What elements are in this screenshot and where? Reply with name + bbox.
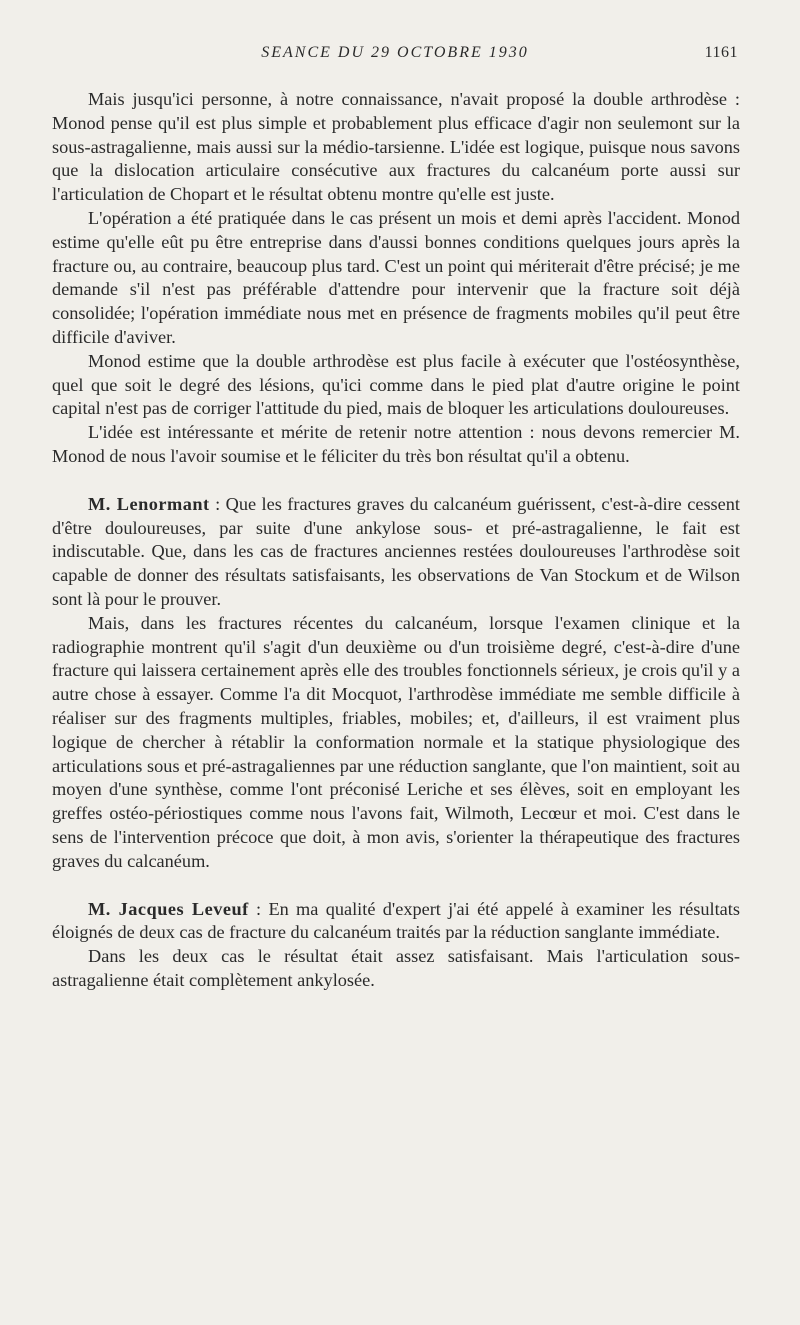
header-title: SEANCE DU 29 OCTOBRE 1930 xyxy=(261,44,529,61)
section-gap xyxy=(52,874,740,898)
paragraph-5-text: : Que les fractures graves du calcanéum guérissent, c'est-à-dire cessent d'être douloureuses, par suite d'une ankylose sous- et pré-astragalienne, le fait est indiscutable. Que, dans les cas de fractures anciennes restées douloureuses l'arthrodèse soit capable de donner des résultats satisfaisants, les observations de Van Stockum et de Wilson sont là pour le prouver. xyxy=(52,493,741,609)
paragraph-1: Mais jusqu'ici personne, à notre connaissance, n'avait proposé la double arthrodèse : Monod pense qu'il est plus simple et probablement plus efficace d'agir non seulemont sur la sous-astragalienne, mais aussi sur la médio-tarsienne. L'idée est logique, puisque nous savons que la dislocation articulaire consécutive aux fractures du calcanéum porte aussi sur l'articulation de Chopart et le résultat obtenu montre qu'elle est juste. xyxy=(52,89,740,205)
speaker-leveuf: M. Jacques Leveuf xyxy=(88,898,249,919)
paragraph-3: Monod estime que la double arthrodèse est plus facile à exécuter que l'ostéosynthèse, quel que soit le degré des lésions, qu'ici comme dans le pied plat d'autre origine le point capital n'est pas de corriger l'attitude du pied, mais de bloquer les articulations douloureuses. xyxy=(52,350,740,419)
body-text xyxy=(52,88,740,993)
paragraph-4: L'idée est intéressante et mérite de retenir notre attention : nous devons remercier M. Monod de nous l'avoir soumise et le féliciter du très bon résultat qu'il a obtenu. xyxy=(52,422,740,466)
paragraph-7 xyxy=(52,898,740,946)
running-header xyxy=(52,44,738,68)
paragraph-8: Dans les deux cas le résultat était assez satisfaisant. Mais l'articulation sous-astragalienne était complètement ankylosée. xyxy=(52,946,740,990)
paragraph-6: Mais, dans les fractures récentes du calcanéum, lorsque l'examen clinique et la radiographie montrent qu'il s'agit d'un deuxième ou d'un troisième degré, c'est-à-dire d'une fracture qui laissera certainement après elle des troubles fonctionnels sérieux, je crois qu'il y a autre chose à essayer. Comme l'a dit Mocquot, l'arthrodèse immédiate me semble difficile à réaliser sur des fragments multiples, friables, mobiles; et, d'ailleurs, il est vraiment plus logique de chercher à rétablir la conformation normale et la statique physiologique des articulations sous et pré-astragaliennes par une réduction sanglante, que l'on maintient, soit au moyen d'une synthèse, comme l'ont préconisé Leriche et ses élèves, soit en employant les greffes ostéo-périostiques comme nous l'avons fait, Wilmoth, Lecœur et moi. C'est dans le sens de l'intervention précoce que doit, à mon avis, s'orienter la thérapeutique des fractures graves du calcanéum. xyxy=(52,612,740,871)
paragraph-5 xyxy=(52,493,740,612)
speaker-lenormant: M. Lenormant xyxy=(88,493,210,514)
paragraph-7-text: : En ma qualité d'expert j'ai été appelé à examiner les résultats éloignés de deux cas de fracture du calcanéum traités par la réduction sanglante immédiate. xyxy=(52,898,740,943)
paragraph-2: L'opération a été pratiquée dans le cas présent un mois et demi après l'accident. Monod estime qu'elle eût pu être entreprise dans d'aussi bonnes conditions quelques jours après la fracture ou, au contraire, beaucoup plus tard. C'est un point qui mériterait d'être précisé; je me demande s'il n'est pas préférable d'attendre pour intervenir que la fracture soit déjà consolidée; l'opération immédiate nous met en présence de fragments mobiles qu'il peut être difficile d'aviver. xyxy=(52,207,740,347)
section-gap xyxy=(52,469,740,493)
page-number: 1161 xyxy=(704,44,738,61)
